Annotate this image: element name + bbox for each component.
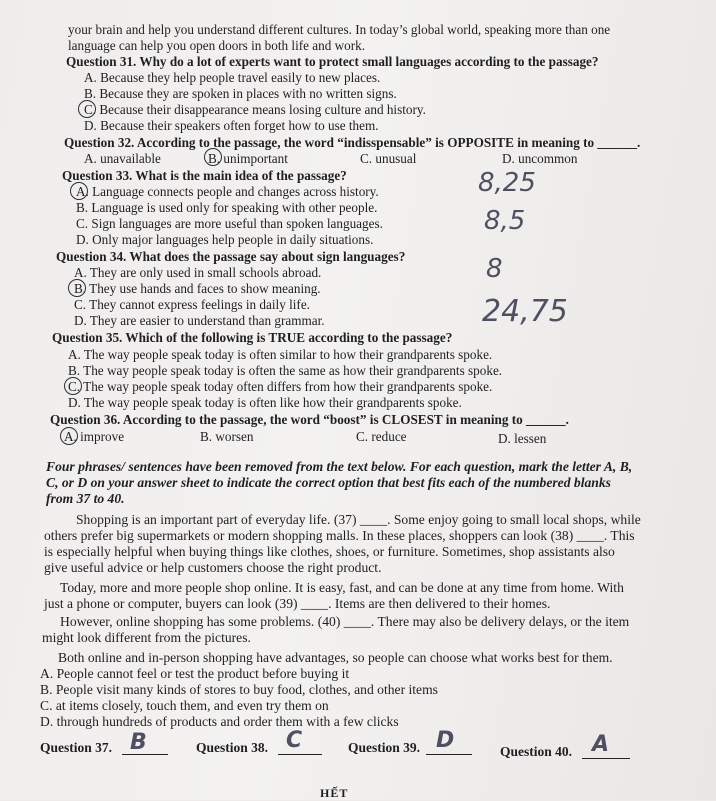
question-36: Question 36. According to the passage, the word “boost” is CLOSEST in meaning to ______. (50, 412, 569, 427)
mark-q31-c (78, 100, 96, 118)
answer-40-handwritten: A (592, 732, 610, 757)
instructions-line-2: C, or D on your answer sheet to indicate the correct option that best fits each of the numbered blanks (46, 475, 611, 490)
answer-label-38: Question 38. (196, 740, 269, 755)
q31-option-b: B. Because they are spoken in places with no written signs. (84, 86, 397, 101)
q36-option-d: D. lessen (498, 431, 547, 446)
handwritten-score-4: 24,75 (482, 294, 568, 329)
q35-option-b: B. The way people speak today is often the same as how their grandparents spoke. (68, 363, 503, 378)
q32-option-a: A. unavailable (84, 151, 161, 166)
q36-option-a: A. improve (64, 429, 125, 444)
instructions-line-3: from 37 to 40. (46, 491, 125, 506)
q33-option-c: C. Sign languages are more useful than spoken languages. (76, 216, 383, 231)
q36-option-c: C. reduce (356, 429, 407, 444)
handwritten-score-2: 8,5 (484, 206, 526, 236)
q31-option-d: D. Because their speakers often forget how to use them. (84, 118, 379, 133)
q35-option-a: A. The way people speak today is often similar to how their grandparents spoke. (68, 347, 493, 362)
answer-37-handwritten: B (130, 730, 147, 755)
intro-line-2: language can help you open doors in both life and work. (68, 38, 366, 53)
q34-option-c: C. They cannot express feelings in daily life. (74, 297, 310, 312)
q34-option-b: B. They use hands and faces to show meaning. (74, 281, 321, 296)
question-33: Question 33. What is the main idea of the passage? (62, 168, 347, 183)
answer-label-40: Question 40. (500, 744, 573, 759)
q36-option-b: B. worsen (200, 429, 254, 444)
q32-option-d: D. uncommon (502, 151, 578, 166)
option-d: D. through hundreds of products and order them with a few clicks (40, 714, 399, 729)
instructions-line-1: Four phrases/ sentences have been removed from the text below. For each question, mark the letter A, B, (46, 459, 633, 474)
passage-p2-line-1: Today, more and more people shop online. It is easy, fast, and can be done at any time from home. With (60, 580, 624, 595)
q32-option-b: B. unimportant (208, 151, 288, 166)
answer-38-handwritten: C (286, 728, 303, 753)
q35-option-c: C. The way people speak today often differs from how their grandparents spoke. (68, 379, 493, 394)
footer-end-marker: HẾT (320, 786, 349, 800)
question-35: Question 35. Which of the following is TRUE according to the passage? (52, 330, 453, 345)
intro-line-1: your brain and help you understand different cultures. In today’s global world, speaking more than one (68, 22, 611, 37)
q31-option-a: A. Because they help people travel easily to new places. (84, 70, 381, 85)
q32-option-c: C. unusual (360, 151, 417, 166)
passage-p1-line-3: is especially helpful when buying things like clothes, shoes, or furniture. Sometimes, shop assistants also (44, 544, 615, 559)
question-31: Question 31. Why do a lot of experts want to protect small languages according to the passage? (66, 54, 599, 69)
mark-q36-a (60, 427, 78, 445)
handwritten-score-1: 8,25 (478, 168, 536, 198)
passage-p1-line-4: give useful advice or help customers choose the right product. (44, 560, 382, 575)
q33-option-a: A. Language connects people and changes across history. (76, 184, 379, 199)
mark-q35-c (64, 377, 82, 395)
option-a: A. People cannot feel or test the product before buying it (40, 666, 350, 681)
passage-p4-line-1: Both online and in-person shopping have advantages, so people can choose what works best for them. (58, 650, 613, 665)
q34-option-d: D. They are easier to understand than grammar. (74, 313, 325, 328)
mark-q33-a (70, 182, 88, 200)
handwritten-score-3: 8 (486, 254, 503, 284)
passage-p1-line-1: Shopping is an important part of everyday life. (37) ____. Some enjoy going to small local shops, while (76, 512, 641, 527)
passage-p3-line-2: might look different from the pictures. (42, 630, 251, 645)
answer-label-37: Question 37. (40, 740, 113, 755)
question-32: Question 32. According to the passage, the word “indisspensable” is OPPOSITE in meaning to ______. (64, 135, 641, 150)
q35-option-d: D. The way people speak today is often like how their grandparents spoke. (68, 395, 462, 410)
q34-option-a: A. They are only used in small schools abroad. (74, 265, 322, 280)
passage-p3-line-1: However, online shopping has some problems. (40) ____. There may also be delivery delays, or the item (60, 614, 630, 629)
mark-q34-b (68, 279, 86, 297)
question-34: Question 34. What does the passage say about sign languages? (56, 249, 406, 264)
q33-option-d: D. Only major languages help people in daily situations. (76, 232, 374, 247)
option-b: B. People visit many kinds of stores to buy food, clothes, and other items (40, 682, 438, 697)
option-c: C. at items closely, touch them, and even try them on (40, 698, 329, 713)
mark-q32-b (204, 148, 222, 166)
passage-p2-line-2: just a phone or computer, buyers can look (39) ____. Items are then delivered to their homes. (44, 596, 551, 611)
passage-p1-line-2: others prefer big supermarkets or modern shopping malls. In these places, shoppers can look (38) ____. This (44, 528, 635, 543)
q33-option-b: B. Language is used only for speaking with other people. (76, 200, 378, 215)
q31-option-c: C. Because their disappearance means losing culture and history. (84, 102, 426, 117)
answer-39-handwritten: D (436, 728, 455, 753)
answer-label-39: Question 39. (348, 740, 421, 755)
